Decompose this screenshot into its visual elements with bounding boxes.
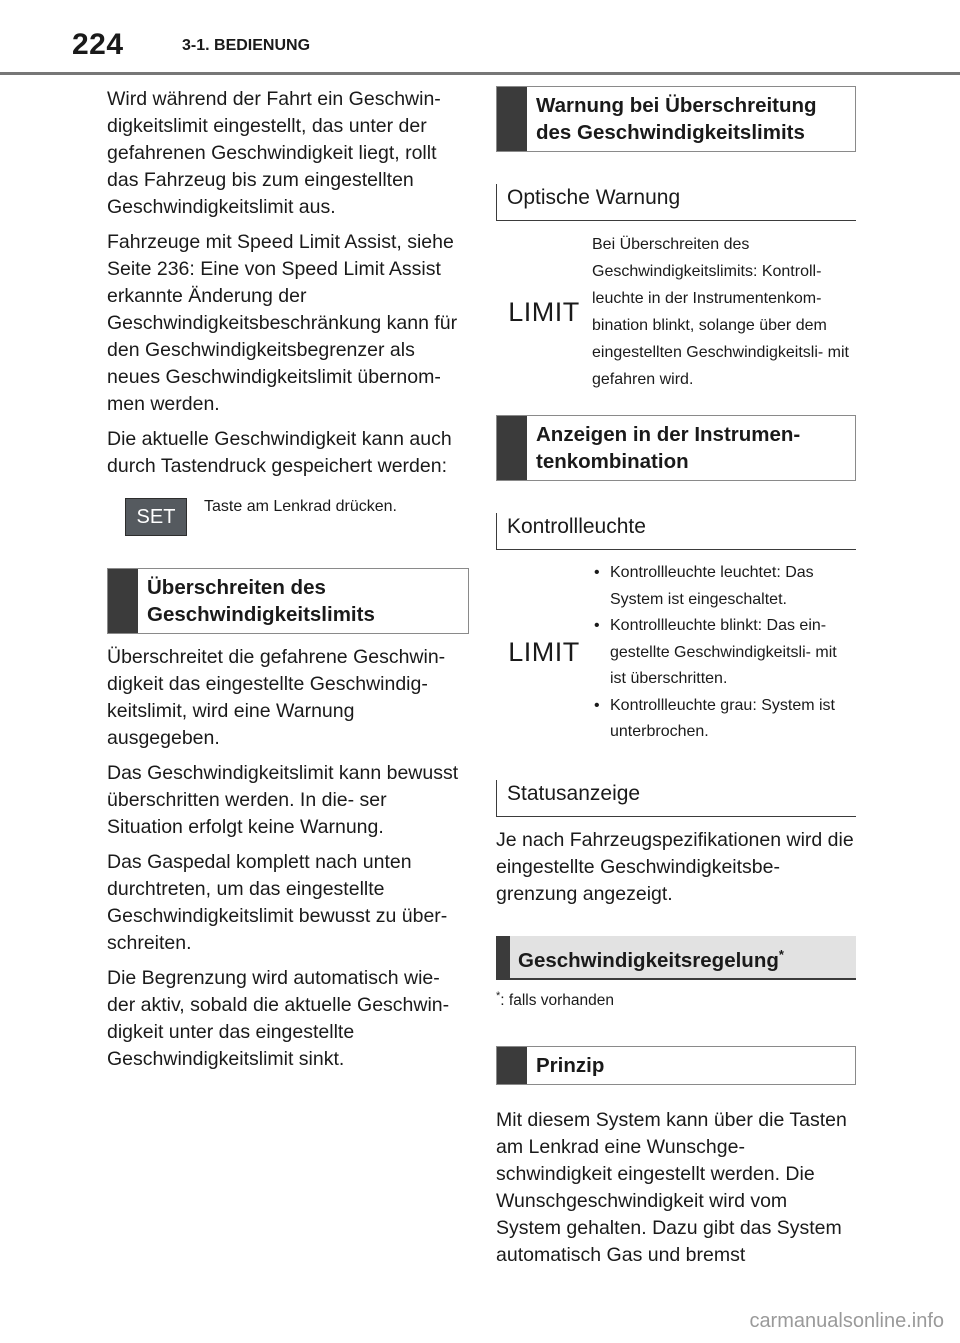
kontrollleuchte-row	[496, 560, 856, 746]
left-column	[107, 86, 467, 1081]
list-item: • Kontrollleuchte blinkt: Das ein- gestellte Geschwindigkeitsli- mit ist überschritten.	[592, 613, 856, 693]
box-title: Warnung bei Überschreitung des Geschwindigkeitslimits	[536, 94, 817, 144]
subsection-optische-warnung	[496, 184, 856, 221]
limit-warning-row	[496, 231, 856, 393]
section-box-anzeigen	[496, 415, 856, 481]
paragraph: Fahrzeuge mit Speed Limit Assist, siehe Seite 236: Eine von Speed Limit Assist erkannte Änderung der Geschwindigkeitsbeschränkung kann für den Geschwindigkeitsbegrenzer als neues Geschwindigkeitslimit übernom- men werden.	[107, 231, 458, 415]
paragraph: Das Geschwindigkeitslimit kann bewusst überschritten werden. In die- ser Situation erfolgt keine Warnung.	[107, 762, 459, 838]
list-item: • Kontrollleuchte grau: System ist unterbrochen.	[592, 693, 856, 746]
subsection-kontrollleuchte	[496, 513, 856, 550]
limit-warning-text: Bei Überschreiten des Geschwindigkeitslimits: Kontroll- leuchte in der Instrumentenkom- bination blinkt, solange über dem eingestellten Geschwindigkeitsli- mit gefahren wird.	[592, 236, 849, 388]
box-bar	[496, 936, 510, 979]
subheading: Optische Warnung	[497, 184, 856, 221]
box-bar	[497, 416, 527, 480]
box-title: Prinzip	[536, 1054, 605, 1078]
section-box-warnung	[496, 86, 856, 152]
footnote-marker: *	[778, 946, 784, 962]
list-item: • Kontrollleuchte leuchtet: Das System ist eingeschaltet.	[592, 560, 856, 613]
box-bar	[497, 1047, 527, 1084]
paragraph: Das Gaspedal komplett nach unten durchtreten, um das eingestellte Geschwindigkeitslimit bewusst zu über- schreiten.	[107, 851, 448, 954]
page-number: 224	[72, 28, 124, 61]
set-instruction-text: Taste am Lenkrad drücken.	[204, 498, 397, 515]
box-title	[510, 936, 792, 979]
box-bar	[108, 569, 138, 633]
set-button-icon: SET	[125, 498, 187, 536]
limit-icon-cell	[496, 560, 592, 746]
limit-icon: LIMIT	[508, 296, 580, 327]
footnote-marker: *	[496, 990, 501, 1003]
limit-icon: LIMIT	[508, 637, 580, 668]
paragraph: Je nach Fahrzeugspezifikationen wird die eingestellte Geschwindigkeitsbe- grenzung angezeigt.	[496, 828, 854, 905]
set-instruction	[125, 498, 467, 536]
right-column	[496, 86, 856, 1277]
section-box-ueberschreiten	[107, 568, 469, 634]
footnote	[496, 990, 856, 1010]
status-list	[592, 560, 856, 746]
header-rule	[0, 72, 960, 75]
subsection-statusanzeige	[496, 780, 856, 817]
subheading: Statusanzeige	[497, 780, 856, 817]
box-title-text: Geschwindigkeitsregelung	[518, 948, 779, 972]
box-title: Anzeigen in der Instrumen- tenkombination	[536, 423, 801, 473]
paragraph: Mit diesem System kann über die Tasten am Lenkrad eine Wunschge- schwindigkeit eingestellt werden. Die Wunschgeschwindigkeit wird vom System gehalten. Dazu gibt das System automatisch Gas und bremst	[496, 1109, 847, 1267]
footnote-text: : falls vorhanden	[500, 992, 615, 1010]
subheading: Kontrollleuchte	[497, 513, 856, 550]
paragraph: Wird während der Fahrt ein Geschwin- digkeitslimit eingestellt, das unter der gefahrenen Geschwindigkeit liegt, rollt das Fahrzeug bis zum eingestellten Geschwindigkeitslimit aus.	[107, 88, 441, 218]
limit-icon-cell	[496, 231, 592, 393]
box-title: Überschreiten des Geschwindigkeitslimits	[147, 576, 375, 626]
box-bar	[497, 87, 527, 151]
watermark: carmanualsonline.info	[749, 1310, 944, 1332]
paragraph: Die aktuelle Geschwindigkeit kann auch durch Tastendruck gespeichert werden:	[107, 428, 452, 477]
section-title: 3-1. BEDIENUNG	[182, 37, 311, 54]
section-box-prinzip	[496, 1046, 856, 1085]
paragraph: Überschreitet die gefahrene Geschwin- digkeit das eingestellte Geschwindig- keitslimit, wird eine Warnung ausgegeben.	[107, 646, 446, 749]
paragraph: Die Begrenzung wird automatisch wie- der aktiv, sobald die aktuelle Geschwin- digkeit unter das eingestellte Geschwindigkeitslimit sinkt.	[107, 967, 450, 1070]
section-box-geschwindigkeitsregelung	[496, 936, 856, 981]
